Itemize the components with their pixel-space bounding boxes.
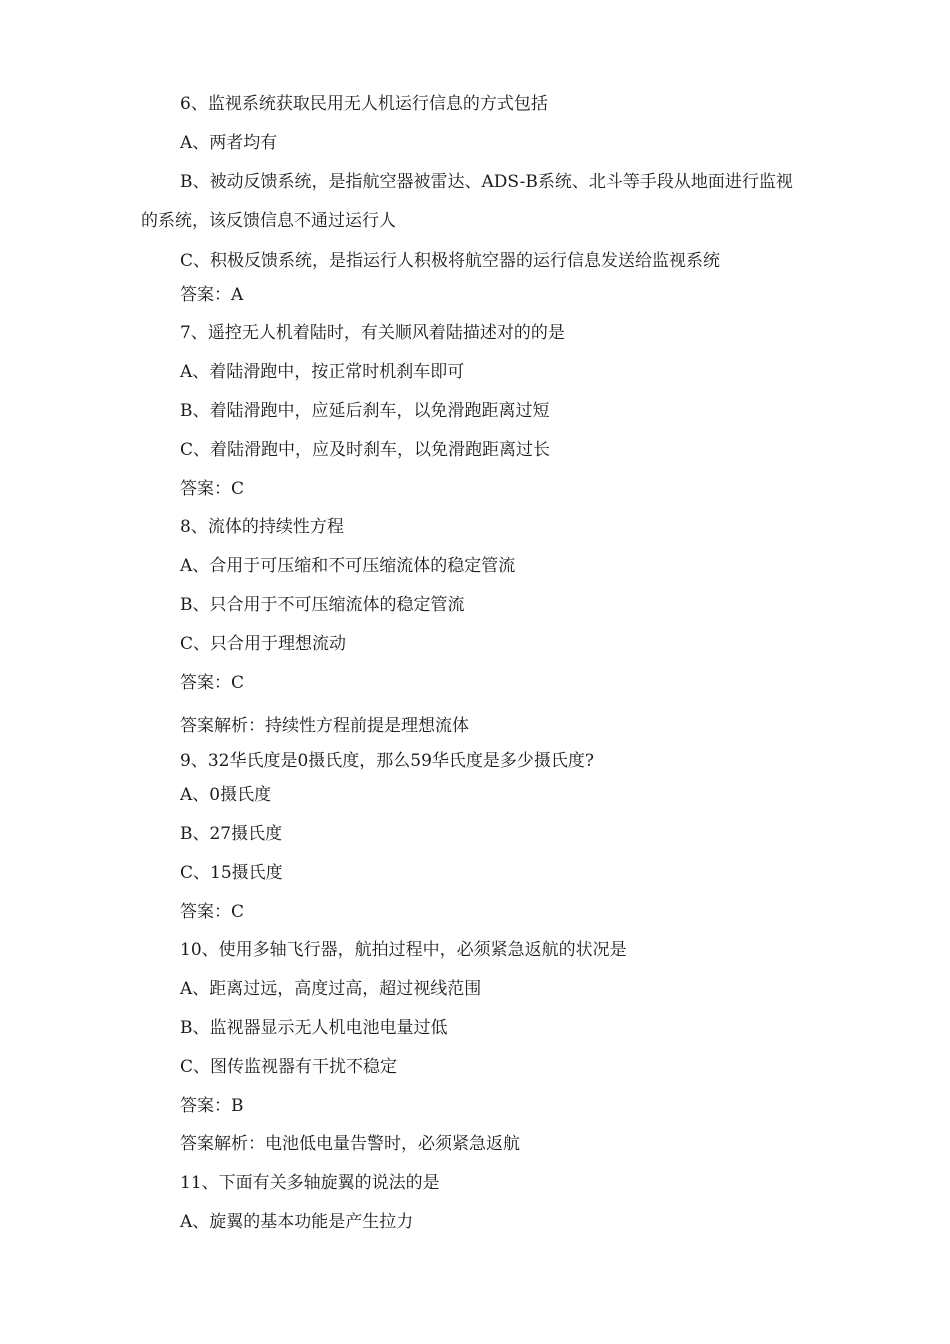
q10-option-b: B、监视器显示无人机电池电量过低 xyxy=(180,1018,448,1038)
q11-option-a: A、旋翼的基本功能是产生拉力 xyxy=(180,1212,414,1232)
q6-option-c: C、积极反馈系统，是指运行人积极将航空器的运行信息发送给监视系统 xyxy=(180,251,721,271)
q10-explanation: 答案解析：电池低电量告警时，必须紧急返航 xyxy=(180,1134,520,1154)
q7-option-c: C、着陆滑跑中，应及时刹车，以免滑跑距离过长 xyxy=(180,440,551,460)
q6-answer: 答案：A xyxy=(180,285,244,305)
q6-option-b-continued: 的系统，该反馈信息不通过运行人 xyxy=(141,211,396,231)
q7-answer: 答案：C xyxy=(180,479,245,499)
question-9: 9、32华氏度是0摄氏度，那么59华氏度是多少摄氏度? xyxy=(180,751,595,771)
question-6: 6、监视系统获取民用无人机运行信息的方式包括 xyxy=(180,94,548,114)
question-10: 10、使用多轴飞行器，航拍过程中，必须紧急返航的状况是 xyxy=(180,940,627,960)
q9-option-a: A、0摄氏度 xyxy=(180,785,272,805)
q6-option-b: B、被动反馈系统，是指航空器被雷达、ADS-B系统、北斗等手段从地面进行监视 xyxy=(180,172,793,192)
q8-option-c: C、只合用于理想流动 xyxy=(180,634,347,654)
q8-explanation: 答案解析：持续性方程前提是理想流体 xyxy=(180,716,469,736)
q7-option-b: B、着陆滑跑中，应延后刹车，以免滑跑距离过短 xyxy=(180,401,550,421)
q10-option-a: A、距离过远，高度过高，超过视线范围 xyxy=(180,979,482,999)
q8-answer: 答案：C xyxy=(180,673,245,693)
q8-option-b: B、只合用于不可压缩流体的稳定管流 xyxy=(180,595,465,615)
q9-option-c: C、15摄氏度 xyxy=(180,863,283,883)
q10-answer: 答案：B xyxy=(180,1096,244,1116)
q8-option-a: A、合用于可压缩和不可压缩流体的稳定管流 xyxy=(180,556,516,576)
q9-option-b: B、27摄氏度 xyxy=(180,824,283,844)
question-7: 7、遥控无人机着陆时，有关顺风着陆描述对的的是 xyxy=(180,323,565,343)
q10-option-c: C、图传监视器有干扰不稳定 xyxy=(180,1057,398,1077)
question-8: 8、流体的持续性方程 xyxy=(180,517,344,537)
q6-option-a: A、两者均有 xyxy=(180,133,278,153)
q7-option-a: A、着陆滑跑中，按正常时机刹车即可 xyxy=(180,362,465,382)
q9-answer: 答案：C xyxy=(180,902,245,922)
question-11: 11、下面有关多轴旋翼的说法的是 xyxy=(180,1173,440,1193)
